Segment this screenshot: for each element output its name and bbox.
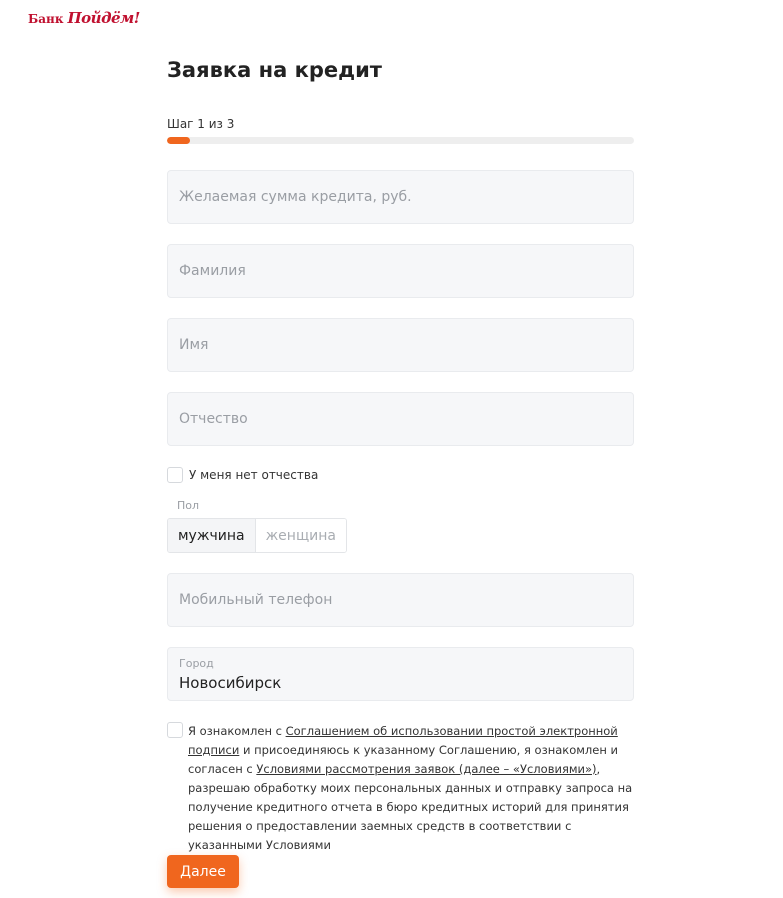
progress-bar-fill: [167, 137, 190, 144]
no-middle-name-row[interactable]: [167, 467, 318, 483]
step-indicator: Шаг 1 из 3: [167, 117, 235, 131]
next-button[interactable]: Далее: [167, 855, 239, 888]
consent-text: [188, 722, 634, 855]
application-terms-link[interactable]: Условиями рассмотрения заявок (далее – «Условиями»): [256, 762, 597, 776]
consent-text-part-3: , разрешаю обработку моих персональных данных и отправку запроса на получение кредитного отчета в бюро кредитных историй для принятия решения о предоставлении заемных средств в соответствии с указанными Условиями: [188, 762, 633, 852]
middle-name-field[interactable]: [167, 392, 634, 446]
consent-row: [167, 722, 634, 855]
logo-bank-text: Банк: [28, 12, 64, 26]
city-value: Новосибирск: [179, 673, 282, 692]
phone-field[interactable]: [167, 573, 634, 627]
loan-amount-placeholder: Желаемая сумма кредита, руб.: [179, 189, 412, 205]
gender-label: Пол: [177, 499, 200, 512]
city-field[interactable]: [167, 647, 634, 701]
city-label: Город: [179, 656, 214, 670]
no-middle-name-label[interactable]: У меня нет отчества: [189, 468, 319, 482]
phone-placeholder: Мобильный телефон: [179, 592, 333, 608]
bank-logo[interactable]: [28, 9, 140, 27]
last-name-field[interactable]: [167, 244, 634, 298]
first-name-placeholder: Имя: [179, 337, 209, 353]
signature-agreement-link[interactable]: Соглашением об использовании простой электронной подписи: [188, 724, 618, 757]
middle-name-placeholder: Отчество: [179, 411, 248, 427]
loan-amount-field[interactable]: [167, 170, 634, 224]
consent-text-part-2: и присоединяюсь к указанному Соглашению, я ознакомлен и согласен с: [188, 743, 618, 776]
first-name-field[interactable]: [167, 318, 634, 372]
gender-selector[interactable]: [167, 518, 347, 553]
last-name-placeholder: Фамилия: [179, 263, 246, 279]
consent-text-part-1: Я ознакомлен с: [188, 724, 286, 738]
progress-bar: [167, 137, 634, 144]
gender-option-male[interactable]: мужчина: [168, 519, 256, 552]
no-middle-name-checkbox[interactable]: [167, 467, 183, 483]
logo-brand-text: Пойдём!: [67, 9, 140, 27]
gender-option-female[interactable]: женщина: [256, 519, 346, 552]
page-title: Заявка на кредит: [167, 58, 382, 82]
consent-checkbox[interactable]: [167, 722, 183, 738]
